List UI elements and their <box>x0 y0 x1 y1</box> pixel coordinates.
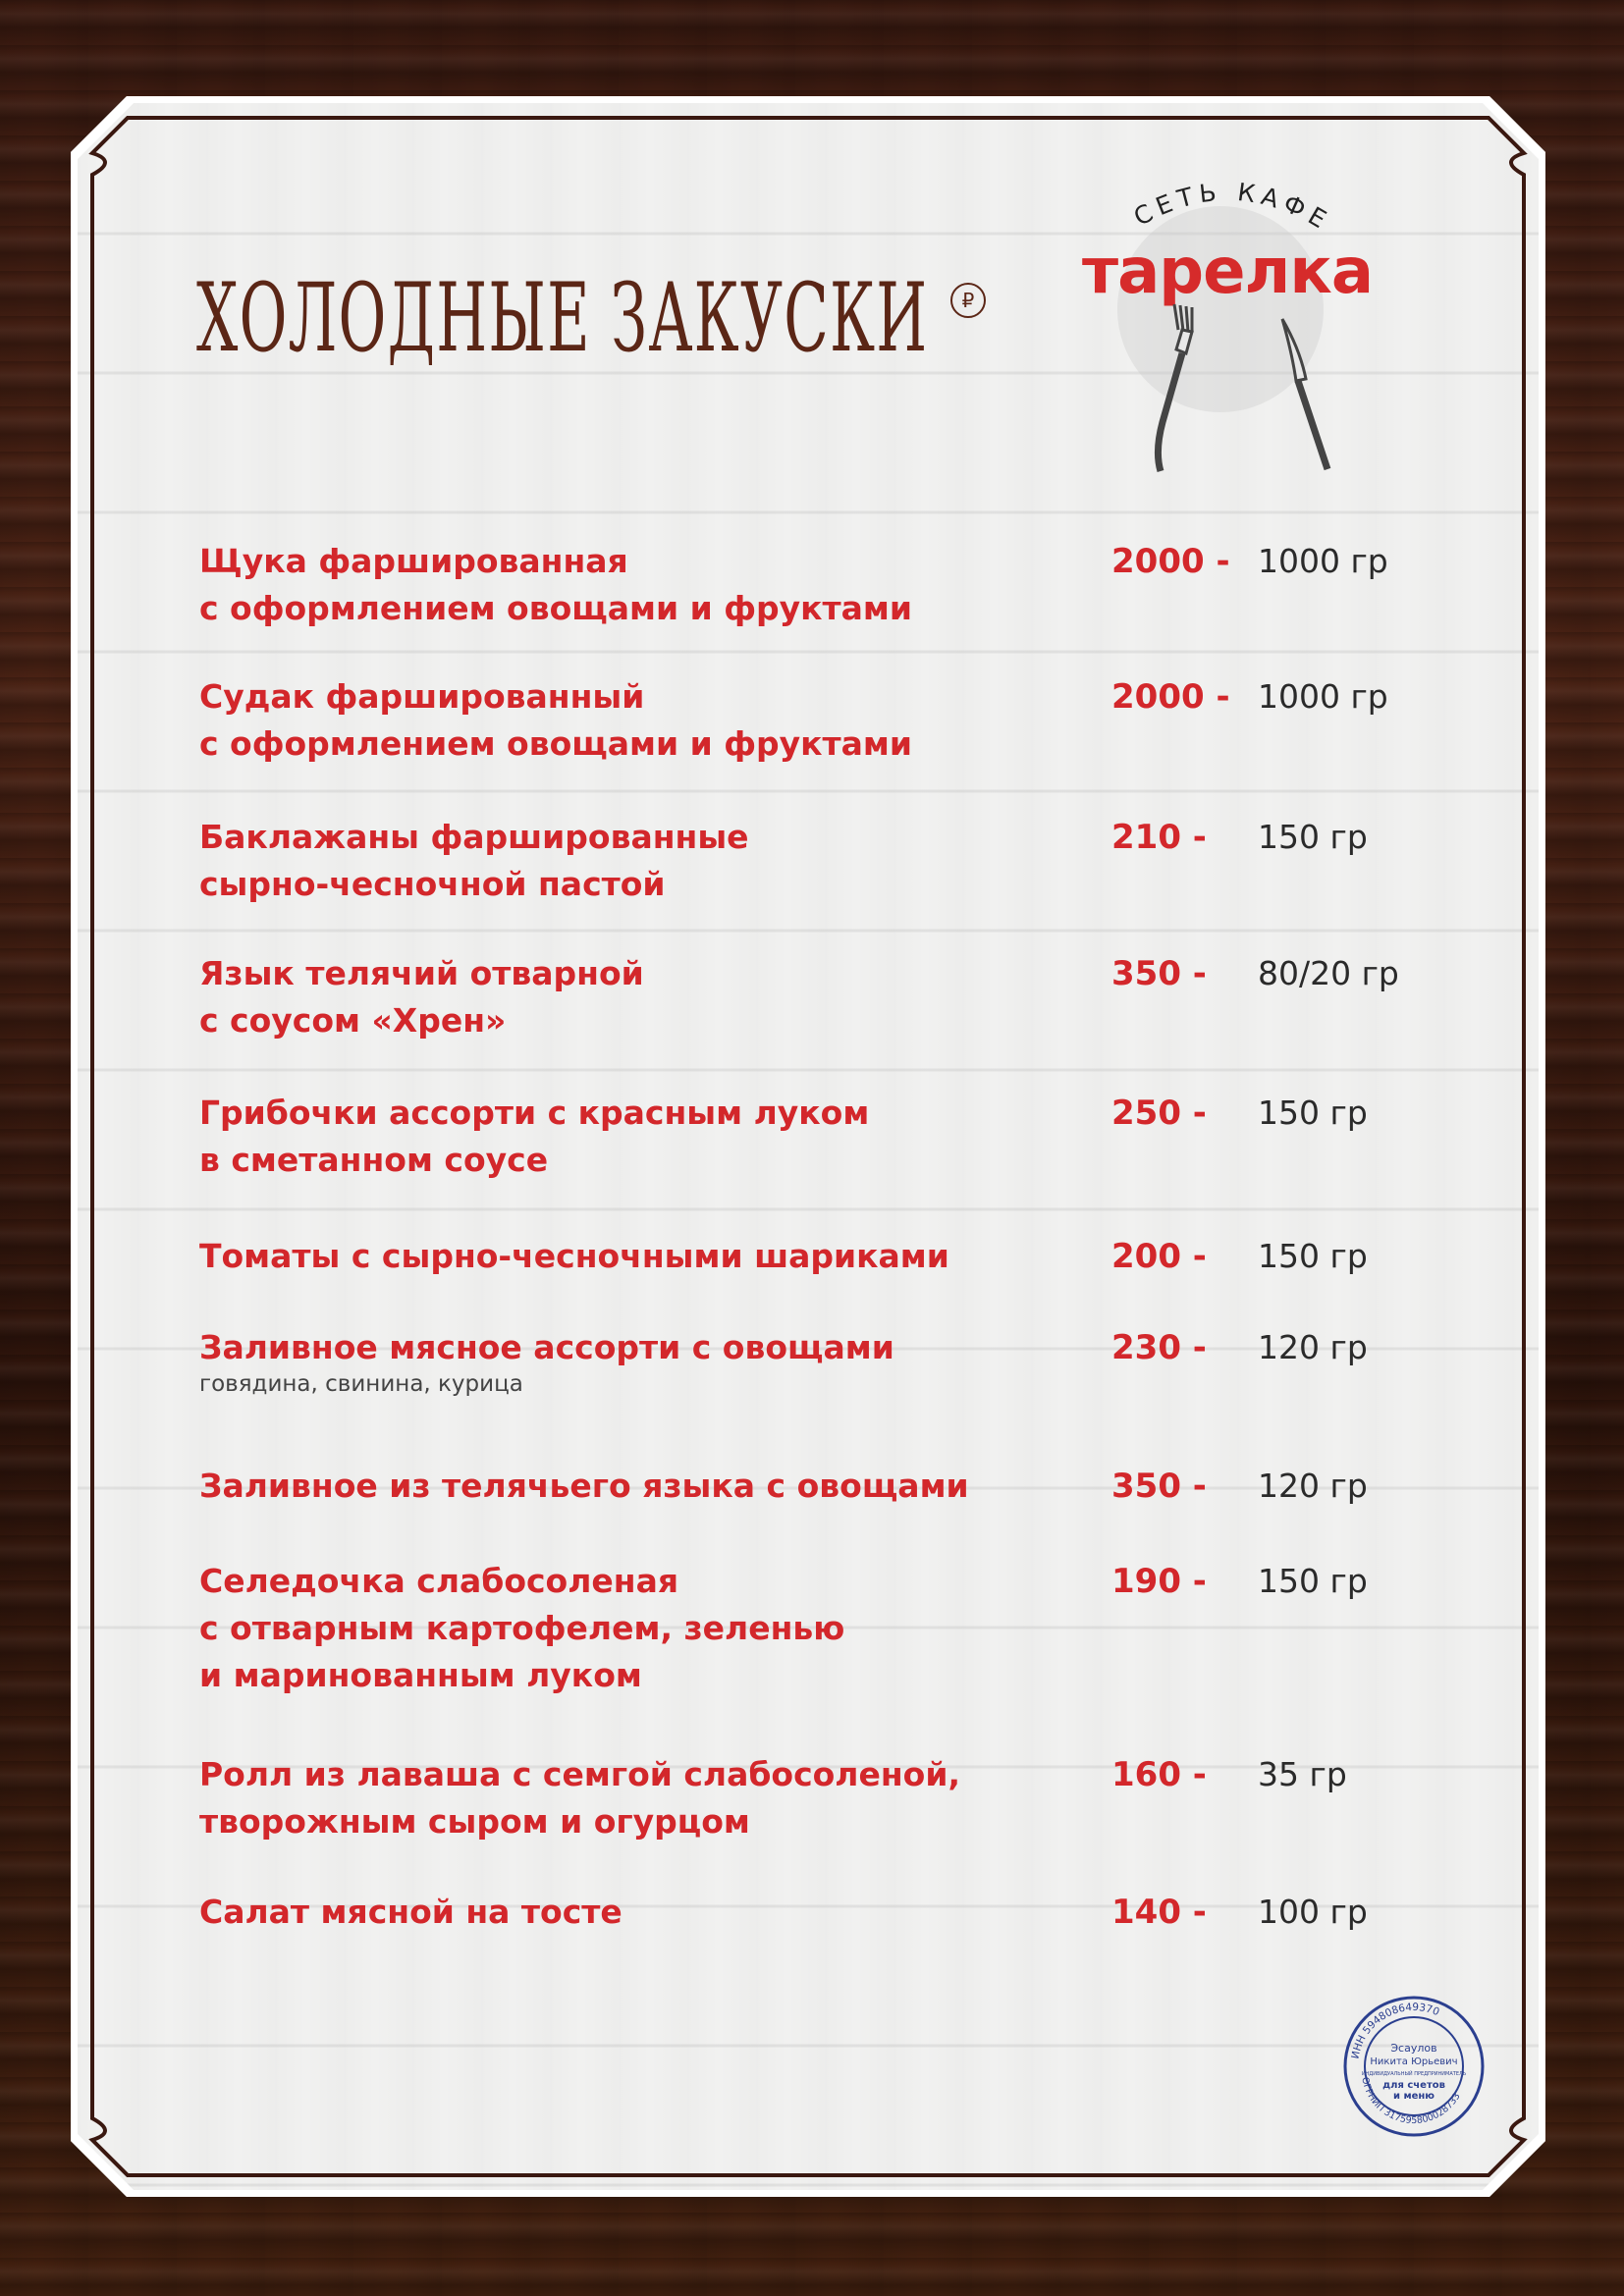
item-name: Заливное мясное ассорти с овощами <box>199 1328 894 1366</box>
ruble-sign-icon: ₽ <box>950 283 986 318</box>
menu-item <box>199 1751 1574 1845</box>
item-weight: 120 гр <box>1258 1467 1368 1505</box>
item-weight: 120 гр <box>1258 1328 1368 1366</box>
item-price: 250 - <box>1111 1094 1207 1133</box>
svg-text:для счетов: для счетов <box>1382 2080 1445 2091</box>
item-name: Судак фаршированный с оформлением овощами и фруктами <box>199 677 912 763</box>
item-price: 2000 - <box>1111 542 1230 581</box>
svg-text:ИНДИВИДУАЛЬНЫЙ ПРЕДПРИНИМАТЕЛЬ: ИНДИВИДУАЛЬНЫЙ ПРЕДПРИНИМАТЕЛЬ <box>1361 2071 1467 2077</box>
item-price: 350 - <box>1111 1467 1207 1506</box>
menu-item <box>199 1090 1574 1184</box>
item-weight: 100 гр <box>1258 1893 1368 1931</box>
svg-text:ИНН 594808649370: ИНН 594808649370 <box>1349 2001 1441 2060</box>
item-weight: 150 гр <box>1258 1237 1368 1275</box>
item-name: Язык телячий отварной с соусом «Хрен» <box>199 954 644 1040</box>
item-note: говядина, свинина, курица <box>199 1371 523 1397</box>
item-weight: 80/20 гр <box>1258 954 1399 992</box>
svg-text:Эсаулов: Эсаулов <box>1390 2042 1437 2055</box>
item-name: Грибочки ассорти с красным луком в сметанном соусе <box>199 1094 870 1179</box>
item-weight: 150 гр <box>1258 818 1368 856</box>
menu-item <box>199 1324 1574 1397</box>
item-price: 200 - <box>1111 1237 1207 1276</box>
item-name: Томаты с сырно-чесночными шариками <box>199 1237 949 1275</box>
item-name: Заливное из телячьего языка с овощами <box>199 1467 969 1505</box>
menu-item <box>199 1463 1574 1510</box>
menu-item <box>199 538 1574 632</box>
item-name: Щука фаршированная с оформлением овощами и фруктами <box>199 542 912 627</box>
item-weight: 1000 гр <box>1258 542 1388 580</box>
svg-text:ОГРНИП 317595800028733: ОГРНИП 317595800028733 <box>1359 2076 1463 2127</box>
menu-item <box>199 673 1574 768</box>
item-weight: 35 гр <box>1258 1755 1347 1793</box>
item-weight: 150 гр <box>1258 1094 1368 1132</box>
item-name: Селедочка слабосоленая с отварным картофелем, зеленью и маринованным луком <box>199 1562 845 1694</box>
item-name: Ролл из лаваша с семгой слабосоленой, творожным сыром и огурцом <box>199 1755 960 1841</box>
menu-item <box>199 1233 1574 1280</box>
menu-item <box>199 950 1574 1044</box>
item-price: 210 - <box>1111 818 1207 857</box>
item-name: Салат мясной на тосте <box>199 1893 623 1931</box>
svg-text:СЕТЬ КАФЕ: СЕТЬ КАФЕ <box>1128 177 1336 236</box>
item-weight: 1000 гр <box>1258 677 1388 716</box>
item-price: 190 - <box>1111 1562 1207 1601</box>
item-price: 230 - <box>1111 1328 1207 1367</box>
menu-item <box>199 1889 1574 1936</box>
item-price: 350 - <box>1111 954 1207 993</box>
menu-item <box>199 814 1574 908</box>
item-price: 140 - <box>1111 1893 1207 1932</box>
svg-text:и меню: и меню <box>1392 2091 1435 2102</box>
item-price: 160 - <box>1111 1755 1207 1794</box>
item-weight: 150 гр <box>1258 1562 1368 1600</box>
item-price: 2000 - <box>1111 677 1230 717</box>
menu-item <box>199 1558 1574 1699</box>
company-stamp <box>1340 1993 1488 2140</box>
page-title: ХОЛОДНЫЕ ЗАКУСКИ <box>196 263 929 373</box>
svg-text:Никита Юрьевич: Никита Юрьевич <box>1370 2056 1458 2067</box>
item-name: Баклажаны фаршированные сырно-чесночной пастой <box>199 818 749 903</box>
logo-name: тарелка <box>1082 236 1373 308</box>
